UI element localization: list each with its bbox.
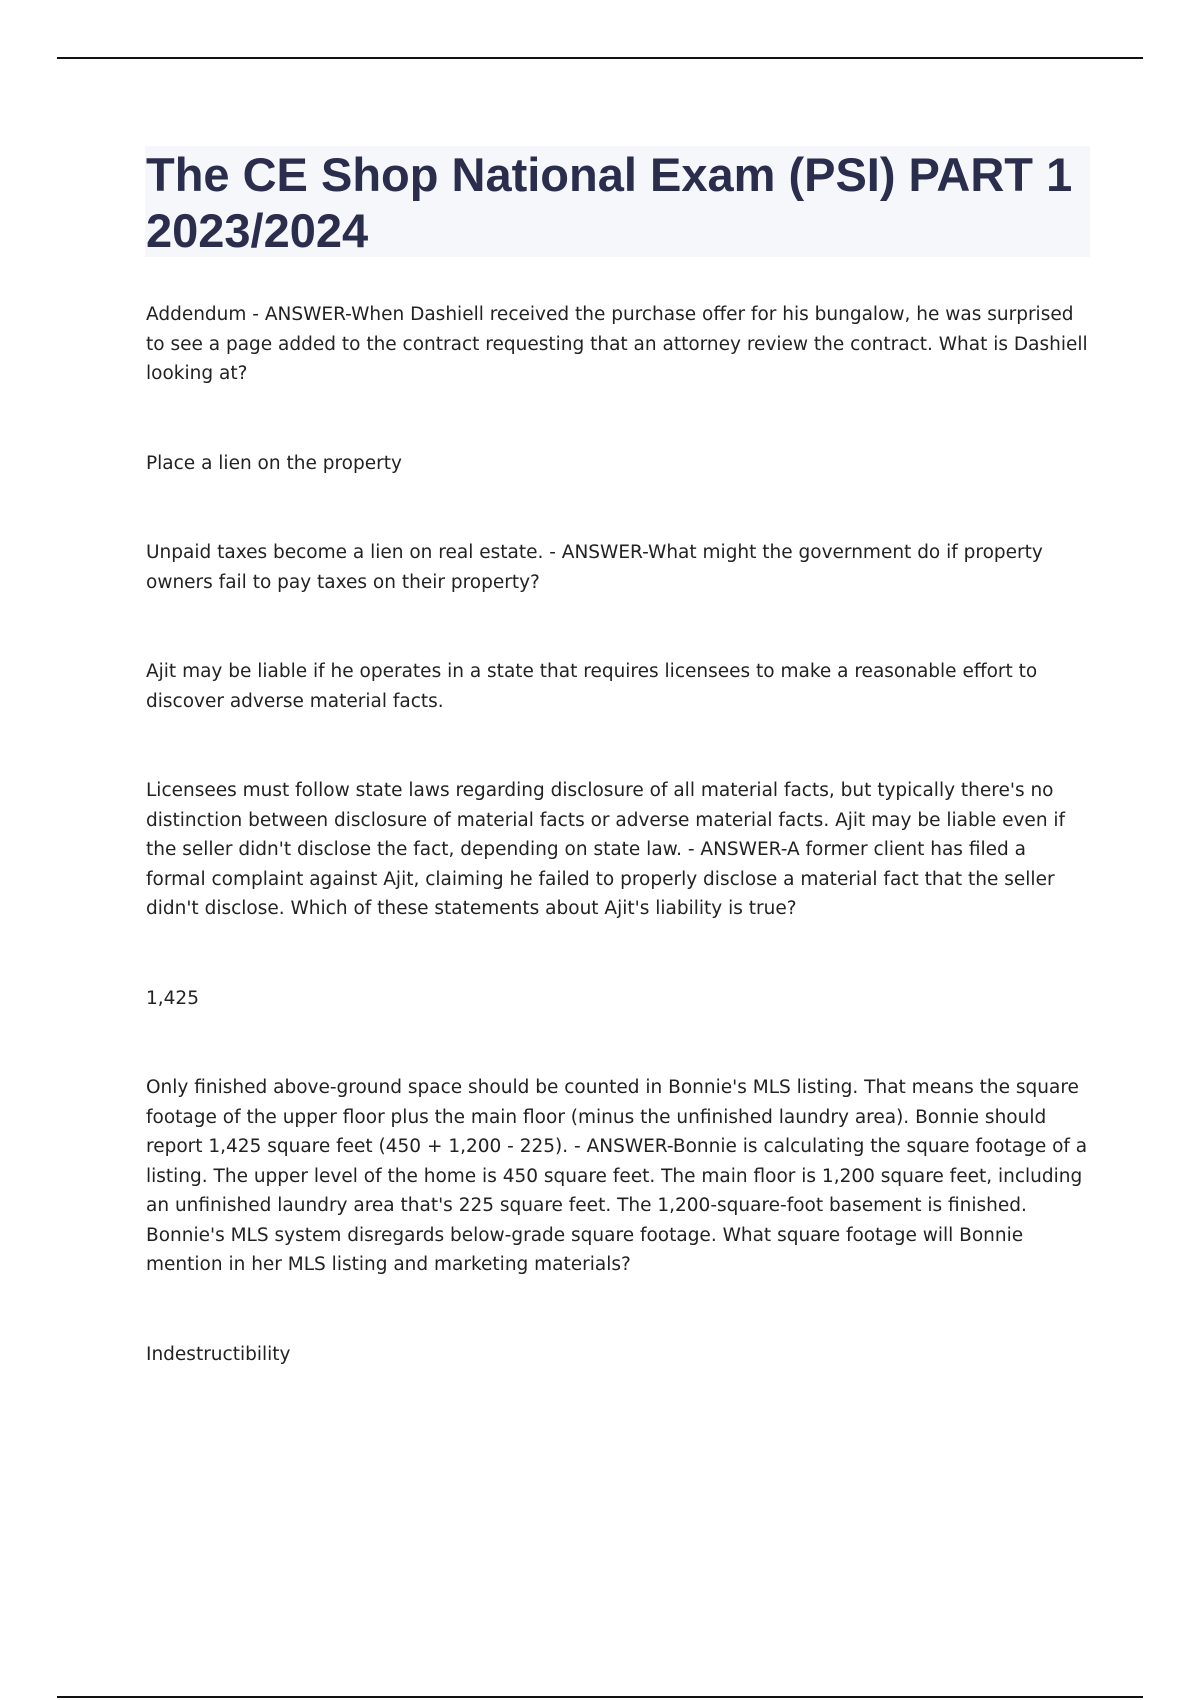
top-rule bbox=[57, 57, 1143, 59]
paragraph-bonnie: Only finished above-ground space should be counted in Bonnie's MLS listing. That means the square footage of the upper floor plus the main floor (minus the unfinished laundry area). Bonnie should report 1,425 square feet (450 + 1,200 - 225). - ANSWER-Bonnie is calculating the square footage of a listing. The upper level of the home is 450 square feet. The main floor is 1,200 square feet, including an unfinished laundry area that's 225 square feet. The 1,200-square-foot basement is finished. Bonnie's MLS system disregards below-grade square footage. What square footage will Bonnie mention in her MLS listing and marketing materials? bbox=[146, 1077, 1088, 1275]
paragraph-indestructibility: Indestructibility bbox=[146, 1343, 291, 1365]
document-title: The CE Shop National Exam (PSI) PART 1 2023/2024 bbox=[146, 148, 1073, 257]
paragraph-ajit-liable: Ajit may be liable if he operates in a state that requires licensees to make a reasonable effort to discover adverse material facts. bbox=[146, 661, 1038, 712]
paragraph-unpaid-taxes: Unpaid taxes become a lien on real estate. - ANSWER-What might the government do if property owners fail to pay taxes on their property? bbox=[146, 542, 1043, 593]
paragraph-licensees: Licensees must follow state laws regarding disclosure of all material facts, but typically there's no distinction between disclosure of material facts or adverse material facts. Ajit may be liable even if the seller didn't disclose the fact, depending on state law. - ANSWER-A former client has filed a formal complaint against Ajit, claiming he failed to properly disclose a material fact that the seller didn't disclose. Which of these statements about Ajit's liability is true? bbox=[146, 780, 1066, 919]
paragraph-square-footage-answer: 1,425 bbox=[146, 987, 199, 1009]
paragraph-lien: Place a lien on the property bbox=[146, 452, 402, 474]
paragraph-addendum: Addendum - ANSWER-When Dashiell received the purchase offer for his bungalow, he was surprised to see a page added to the contract requesting that an attorney review the contract. What is Dashiell looking at? bbox=[146, 304, 1088, 384]
document-body bbox=[146, 300, 1091, 1369]
bottom-rule bbox=[57, 1696, 1143, 1698]
